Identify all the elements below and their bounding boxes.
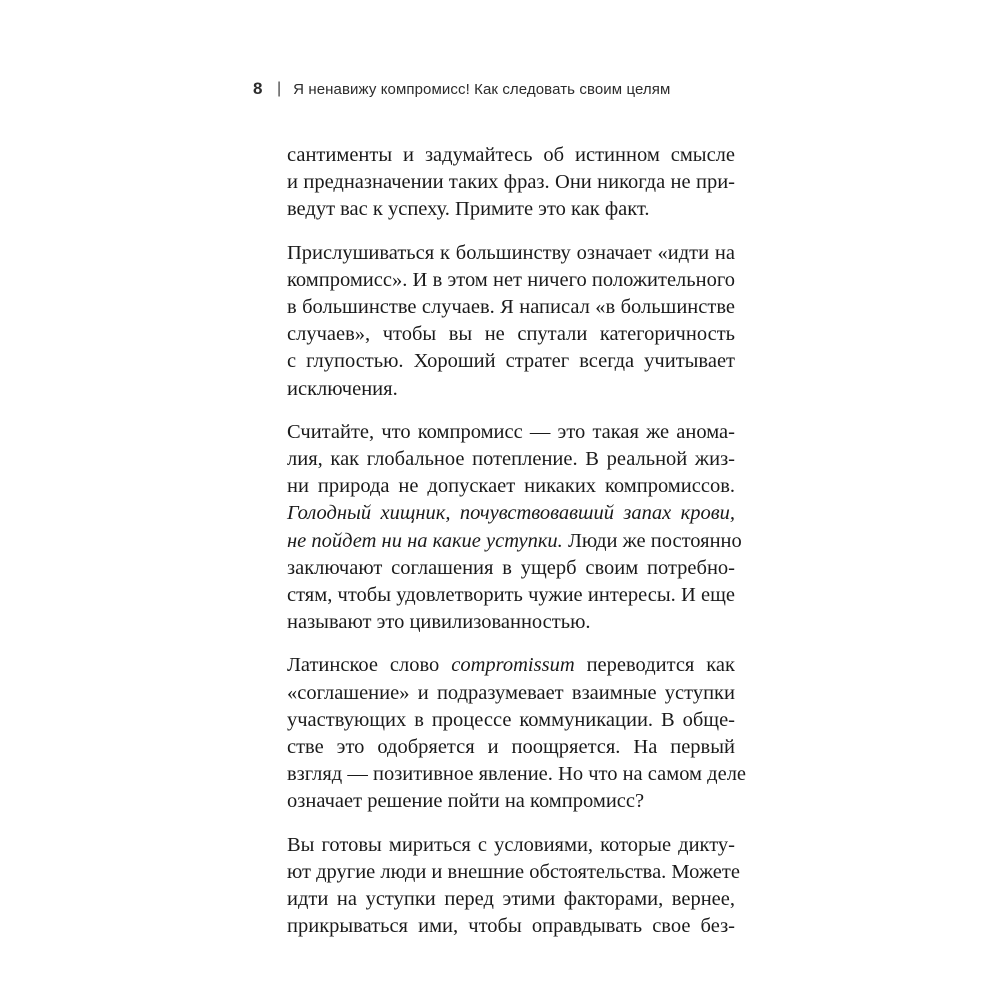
text-line: в большинстве случаев. Я написал «в большинстве: [287, 296, 735, 319]
text-line: ют другие люди и внешние обстоятельства. Можете: [287, 860, 740, 883]
text-line: с глупостью. Хороший стратег всегда учитывает: [287, 350, 735, 373]
text-line: ведут вас к успеху. Примите это как факт.: [287, 198, 650, 221]
text-line: лия, как глобальное потепление. В реальной жиз-: [287, 448, 735, 471]
text-line: [287, 652, 735, 679]
italic-term: compromissum: [451, 654, 575, 677]
text-line: Вы готовы мириться с условиями, которые дикту-: [287, 833, 735, 856]
text-line: идти на уступки перед этими факторами, вернее,: [287, 888, 735, 911]
text-line: стве это одобряется и поощряется. На первый: [287, 736, 735, 759]
paragraph-2: [287, 240, 735, 403]
text-line: участвующих в процессе коммуникации. В обще-: [287, 708, 735, 731]
body-text: [287, 142, 747, 956]
text-line: случаев», чтобы вы не спутали категоричность: [287, 323, 735, 346]
page-number: 8: [253, 79, 263, 98]
text-line: заключают соглашения в ущерб своим потребно-: [287, 556, 735, 579]
text-line: означает решение пойти на компромисс?: [287, 790, 645, 813]
text-line: стям, чтобы удовлетворить чужие интересы. И еще: [287, 584, 735, 607]
text-line: ни природа не допускает никаких компромиссов.: [287, 475, 735, 498]
page-header: [253, 74, 753, 104]
paragraph-3: [287, 419, 742, 637]
text-line: сантименты и задумайтесь об истинном смысле: [287, 144, 735, 166]
text-line: [287, 528, 742, 555]
text-segment: Латинское слово: [287, 654, 452, 677]
paragraph-1: [287, 142, 735, 224]
italic-text: Голодный хищник, почувствовавший запах крови,: [287, 502, 735, 525]
text-line: Прислушиваться к большинству означает «идти на: [287, 241, 735, 264]
paragraph-4: [287, 652, 747, 815]
text-line: прикрываться ими, чтобы оправдывать свое без-: [287, 915, 735, 938]
text-segment: переводится как: [574, 654, 735, 677]
text-line: и предназначении таких фраз. Они никогда не при-: [287, 171, 735, 194]
header-separator: |: [276, 80, 282, 97]
running-title: Я ненавижу компромисс! Как следовать своим целям: [293, 80, 671, 98]
text-segment: Люди же постоянно: [562, 529, 742, 552]
italic-text: не пойдет ни на какие уступки.: [287, 529, 563, 552]
text-line: взгляд — позитивное явление. Но что на самом деле: [287, 763, 747, 786]
text-line: «соглашение» и подразумевает взаимные уступки: [287, 681, 735, 704]
text-line: [287, 500, 735, 527]
text-line: Считайте, что компромисс — это такая же анома-: [287, 420, 735, 443]
paragraph-5: [287, 832, 740, 941]
text-line: исключения.: [287, 377, 398, 400]
text-line: компромисс». И в этом нет ничего положительного: [287, 268, 735, 291]
text-line: называют это цивилизованностью.: [287, 611, 591, 634]
